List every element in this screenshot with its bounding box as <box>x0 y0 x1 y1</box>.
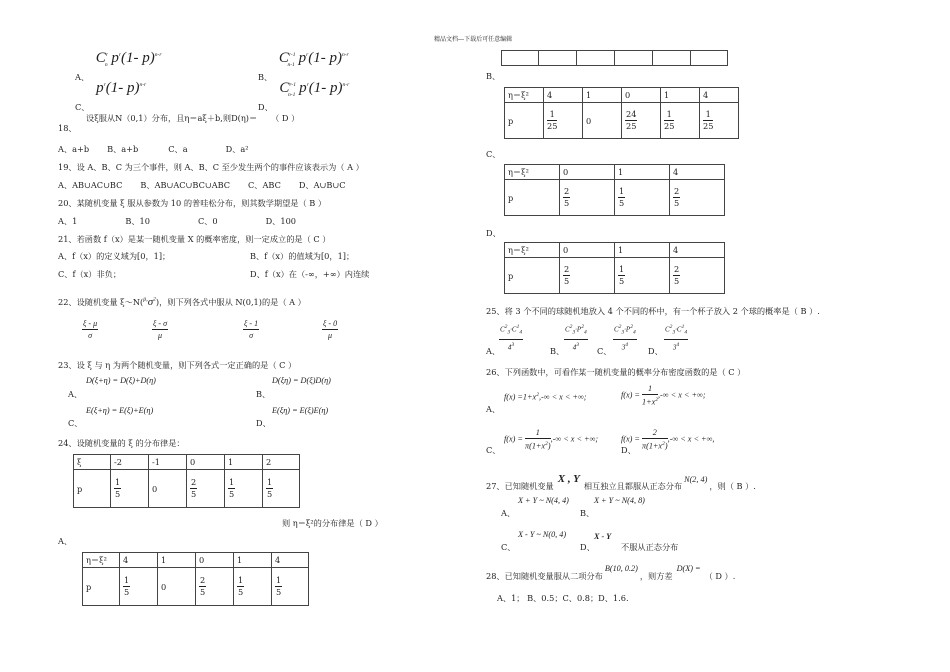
q18-number: 18、 <box>58 123 77 133</box>
q25-label-a: A、 <box>486 346 501 356</box>
q24-label-a: A、 <box>58 536 73 546</box>
table-option-b: η＝ξ² 4 1 0 1 4 p $\frac{1}{25}$ 0 $\frac{24}{25}$ $\frac{1}{25}$ $\frac{1}{25}$ <box>504 87 739 139</box>
q24-tail: 则 η＝ξ²的分布律是（ D ） <box>282 518 383 528</box>
q25-label-c: C、 <box>597 346 612 356</box>
q25-formula-d: $\frac{C^2_3\cdot C^1_4}{3^4}$ <box>665 324 688 352</box>
q27-label-c: C、 <box>501 542 516 552</box>
q19-options: A、AB∪AC∪BC B、AB∪AC∪BC∪ABC C、ABC D、A∪B∪C <box>58 180 346 190</box>
q24-table-a: η＝ξ² 4 1 0 1 4 p $\frac{1}{5}$ 0 $\frac{2}{5}$ $\frac{1}{5}$ $\frac{1}{5}$ <box>82 552 309 606</box>
q22-option-d: $\frac{\xi - 0}{\mu}$ <box>323 319 338 340</box>
q27-formula-d: X - Y <box>594 532 612 541</box>
q17-option-a: A、 $C^r_n$ $p^r(1-$ p)$^{n-r}$ <box>75 50 162 82</box>
q17-option-d: D、 $C^{r-1}_{n-1}$ $p^r(1-$ p)$^{n-r}$ <box>258 80 350 112</box>
q25-label-d: D、 <box>648 346 663 356</box>
q21-text: 21、若函数 f（x）是某一随机变量 X 的概率密度，则一定成立的是（ C ） <box>58 234 331 244</box>
q23-formula-d: E(ξη) = E(ξ)E(η) <box>272 406 329 415</box>
q21-option-a: A、f（x）的定义域为[0，1]； <box>58 251 171 261</box>
q20-text: 20、某随机变量 ξ 服从参数为 10 的普哇松分布，则其数学期望是（ B ） <box>58 198 327 208</box>
q26-label-d: D、 <box>621 445 636 455</box>
q24-text: 24、设随机变量的 ξ 的分布律是： <box>58 438 185 448</box>
q25-formula-c: $\frac{C^2_3\cdot P^2_4}{3^4}$ <box>614 324 636 352</box>
q21-option-c: C、f（x）非负； <box>58 269 122 279</box>
q22-option-a: $\frac{\xi - \mu}{\sigma}$ <box>83 319 98 340</box>
q18-options: A、a+b B、a+b C、a D、a² <box>58 144 249 154</box>
q27-formula-a: X + Y ~ N(4, 4) <box>518 496 569 505</box>
q23-formula-c: E(ξ+η) = E(ξ)+E(η) <box>86 406 154 415</box>
q26-formula-c: f(x) = $\frac{1}{\pi(1+x^2)}$ ,-∞ < x < +∞; <box>504 428 599 451</box>
q26-label-c: C、 <box>486 445 501 455</box>
q22-text: 22、设随机变量 $\xi\sim N(^{\mu,}\sigma^2)$，则下列各式中服从 N(0,1)的是（ A ） <box>58 296 306 308</box>
q26-formula-a: $f(x) =1+x^2,-\infty < x$ < +∞; <box>504 392 587 402</box>
q25-formula-a: $\frac{C^2_3\cdot C^1_4}{4^3}$ <box>500 324 523 352</box>
q27-label-b: B、 <box>580 508 595 518</box>
page-header: 精品文档---下载后可任意编辑 <box>434 36 513 43</box>
q22-option-b: $\frac{\xi - \sigma}{\mu}$ <box>153 319 168 340</box>
table-option-c: η＝ξ² 0 1 4 p $\frac{2}{5}$ $\frac{1}{5}$ $\frac{2}{5}$ <box>504 164 725 216</box>
q23-formula-b: D(ξη) = D(ξ)D(η) <box>272 376 331 385</box>
q24-table: ξ -2 -1 0 1 2 p $\frac{1}{5}$ 0 $\frac{2}{5}$ $\frac{1}{5}$ $\frac{1}{5}$ <box>73 454 300 508</box>
q27-option-d-text: 不服从正态分布 <box>621 542 679 552</box>
q28-text: 28、已知随机变量服从二项分布B(10, 0.2)，则方差D(X) =（ D ）. <box>486 564 736 581</box>
q28-options: A、1； B、0.5；C、0.8；D、1.6. <box>497 593 629 603</box>
right-label-c: C、 <box>486 149 501 159</box>
q27-label-d: D、 <box>580 542 595 552</box>
q26-formula-d: f(x) = $\frac{2}{\pi(1+x^2)}$ ,-∞ < x < +∞, <box>621 428 715 451</box>
right-label-b: B、 <box>486 71 501 81</box>
q27-formula-b: X + Y ~ N(4, 8) <box>594 496 645 505</box>
table-option-d: η＝ξ² 0 1 4 p $\frac{2}{5}$ $\frac{1}{5}$ $\frac{2}{5}$ <box>504 242 725 294</box>
q23-label-c: C、 <box>68 418 83 428</box>
q27-formula-c: X - Y ~ N(0, 4) <box>518 530 567 539</box>
q23-formula-a: D(ξ+η) = D(ξ)+D(η) <box>86 376 156 385</box>
q25-label-b: B、 <box>550 346 565 356</box>
q19-text: 19、设 A、B、C 为三个事件，则 A、B、C 至少发生两个的事件应该表示为（ A ） <box>58 162 364 172</box>
right-label-d: D、 <box>486 228 501 238</box>
q21-option-b: B、f（x）的值域为[0，1]； <box>250 251 355 261</box>
q25-text: 25、将 3 个不同的球随机地放入 4 个不同的杯中，有一个杯子放入 2 个球的概率是（ B ）. <box>486 306 820 316</box>
q17-option-c: C、 $p^r(1-$ p)$^{n-r}$ <box>75 80 147 112</box>
q23-text: 23、设 ξ 与 η 为两个随机变量，则下列各式一定正确的是（ C ） <box>58 360 297 370</box>
q20-options: A、1 B、10 C、0 D、100 <box>58 216 296 226</box>
q22-option-c: $\frac{\xi - 1}{\sigma}$ <box>244 319 259 340</box>
q26-label-a: A、 <box>486 404 501 414</box>
top-empty-table <box>501 50 728 66</box>
q26-text: 26、下列函数中，可看作某一随机变量的概率分布密度函数的是（ C ） <box>486 367 746 377</box>
q23-label-b: B、 <box>256 389 271 399</box>
q18-text: 设ξ服从N（0,1）分布，且η＝aξ＋b,则D(η)＝ （ D ） <box>86 113 300 123</box>
q26-formula-b: f(x) = $\frac{1}{1+x^2}$ ,-∞ < x < +∞; <box>621 384 706 407</box>
q23-label-a: A、 <box>68 389 83 399</box>
q25-formula-b: $\frac{C^2_3\cdot P^2_4}{4^3}$ <box>565 324 587 352</box>
q17-option-b: B、 $C^{r-1}_{n-1}$ $p^r(1-$ p)$^{n-r}$ <box>258 50 349 82</box>
q21-option-d: D、f（x）在（-∞，+∞）内连续 <box>250 269 370 279</box>
q23-label-d: D、 <box>256 418 271 428</box>
q27-label-a: A、 <box>501 508 516 518</box>
q27-text: 27、已知随机变量X , Y相互独立且都服从正态分布N(2, 4)，则（ B ）. <box>486 473 756 491</box>
